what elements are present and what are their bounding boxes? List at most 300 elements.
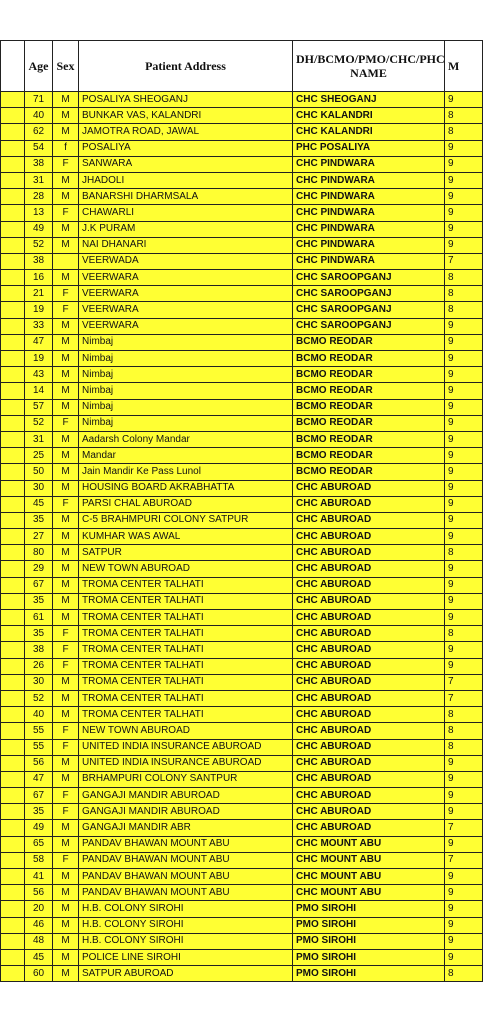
table-row: [1, 755, 483, 771]
sex-cell: M: [53, 448, 79, 464]
age-cell: 47: [25, 771, 53, 787]
sex-cell: M: [53, 771, 79, 787]
age-cell: 45: [25, 949, 53, 965]
sex-cell: F: [53, 302, 79, 318]
address-cell: CHAWARLI: [79, 205, 293, 221]
row-gutter-cell: [1, 852, 25, 868]
sex-cell: M: [53, 464, 79, 480]
address-cell: TROMA CENTER TALHATI: [79, 658, 293, 674]
age-cell: 65: [25, 836, 53, 852]
table-row: [1, 852, 483, 868]
address-cell: SATPUR: [79, 545, 293, 561]
sex-cell: M: [53, 512, 79, 528]
next-column-cell: 9: [445, 464, 483, 480]
hc-name-cell: CHC SAROOPGANJ: [293, 270, 445, 286]
age-cell: 35: [25, 512, 53, 528]
address-cell: JHADOLI: [79, 172, 293, 188]
address-cell: VEERWADA: [79, 253, 293, 269]
next-column-cell: 9: [445, 885, 483, 901]
sex-cell: M: [53, 610, 79, 626]
address-cell: Nimbaj: [79, 367, 293, 383]
sex-cell: M: [53, 966, 79, 982]
hc-name-cell: CHC ABUROAD: [293, 480, 445, 496]
sex-cell: M: [53, 237, 79, 253]
next-column-cell: 9: [445, 140, 483, 156]
address-cell: BRHAMPURI COLONY SANTPUR: [79, 771, 293, 787]
row-gutter-cell: [1, 723, 25, 739]
next-column-cell: 9: [445, 577, 483, 593]
age-cell: 60: [25, 966, 53, 982]
table-row: [1, 318, 483, 334]
address-cell: UNITED INDIA INSURANCE ABUROAD: [79, 755, 293, 771]
age-cell: 71: [25, 92, 53, 108]
next-column-cell: 9: [445, 869, 483, 885]
spreadsheet: [0, 40, 458, 982]
age-cell: 28: [25, 189, 53, 205]
address-cell: NAI DHANARI: [79, 237, 293, 253]
row-gutter-cell: [1, 480, 25, 496]
sex-cell: M: [53, 690, 79, 706]
sex-cell: F: [53, 205, 79, 221]
table-row: [1, 383, 483, 399]
age-cell: 19: [25, 351, 53, 367]
table-row: [1, 92, 483, 108]
sex-cell: M: [53, 577, 79, 593]
address-cell: VEERWARA: [79, 318, 293, 334]
hc-name-cell: PHC POSALIYA: [293, 140, 445, 156]
hc-name-cell: CHC PINDWARA: [293, 205, 445, 221]
age-cell: 19: [25, 302, 53, 318]
hc-name-cell: BCMO REODAR: [293, 431, 445, 447]
hc-name-cell: CHC PINDWARA: [293, 237, 445, 253]
row-gutter-cell: [1, 933, 25, 949]
hc-name-cell: CHC ABUROAD: [293, 674, 445, 690]
table-row: [1, 351, 483, 367]
table-row: [1, 561, 483, 577]
next-column-cell: 9: [445, 318, 483, 334]
hc-name-cell: CHC MOUNT ABU: [293, 836, 445, 852]
age-cell: 31: [25, 431, 53, 447]
hc-name-cell: CHC ABUROAD: [293, 561, 445, 577]
header-patient-address: Patient Address: [79, 41, 293, 92]
hc-name-cell: PMO SIROHI: [293, 933, 445, 949]
table-body: [1, 92, 483, 982]
age-cell: 56: [25, 755, 53, 771]
hc-name-cell: CHC PINDWARA: [293, 221, 445, 237]
next-column-cell: 9: [445, 92, 483, 108]
next-column-cell: 9: [445, 221, 483, 237]
age-cell: 35: [25, 804, 53, 820]
table-row: [1, 966, 483, 982]
sex-cell: M: [53, 901, 79, 917]
row-gutter-cell: [1, 464, 25, 480]
address-cell: PANDAV BHAWAN MOUNT ABU: [79, 885, 293, 901]
hc-name-cell: PMO SIROHI: [293, 949, 445, 965]
age-cell: 25: [25, 448, 53, 464]
age-cell: 38: [25, 253, 53, 269]
address-cell: Nimbaj: [79, 334, 293, 350]
next-column-cell: 9: [445, 189, 483, 205]
age-cell: 21: [25, 286, 53, 302]
row-gutter-cell: [1, 755, 25, 771]
address-cell: TROMA CENTER TALHATI: [79, 593, 293, 609]
table-row: [1, 577, 483, 593]
address-cell: Aadarsh Colony Mandar: [79, 431, 293, 447]
age-cell: 67: [25, 788, 53, 804]
row-gutter-cell: [1, 318, 25, 334]
row-gutter-cell: [1, 739, 25, 755]
next-column-cell: 8: [445, 966, 483, 982]
age-cell: 43: [25, 367, 53, 383]
hc-name-cell: BCMO REODAR: [293, 351, 445, 367]
sex-cell: F: [53, 642, 79, 658]
next-column-cell: 8: [445, 270, 483, 286]
next-column-cell: 8: [445, 723, 483, 739]
age-cell: 45: [25, 496, 53, 512]
sex-cell: M: [53, 221, 79, 237]
hc-name-cell: CHC ABUROAD: [293, 820, 445, 836]
next-column-cell: 7: [445, 690, 483, 706]
row-gutter-cell: [1, 221, 25, 237]
row-gutter-cell: [1, 820, 25, 836]
table-row: [1, 253, 483, 269]
row-gutter-cell: [1, 529, 25, 545]
sex-cell: M: [53, 124, 79, 140]
address-cell: PANDAV BHAWAN MOUNT ABU: [79, 836, 293, 852]
sex-cell: F: [53, 496, 79, 512]
hc-name-cell: BCMO REODAR: [293, 334, 445, 350]
table-row: [1, 949, 483, 965]
table-row: [1, 771, 483, 787]
address-cell: BANARSHI DHARMSALA: [79, 189, 293, 205]
row-gutter-cell: [1, 561, 25, 577]
row-gutter-cell: [1, 674, 25, 690]
table-row: [1, 237, 483, 253]
sex-cell: M: [53, 593, 79, 609]
row-gutter-cell: [1, 140, 25, 156]
hc-name-cell: PMO SIROHI: [293, 966, 445, 982]
age-cell: 62: [25, 124, 53, 140]
address-cell: NEW TOWN ABUROAD: [79, 561, 293, 577]
hc-name-cell: BCMO REODAR: [293, 448, 445, 464]
sex-cell: M: [53, 92, 79, 108]
address-cell: TROMA CENTER TALHATI: [79, 626, 293, 642]
address-cell: TROMA CENTER TALHATI: [79, 690, 293, 706]
next-column-cell: 7: [445, 820, 483, 836]
header-hc-name: DH/BCMO/PMO/CHC/PHC NAME: [293, 41, 445, 92]
next-column-cell: 9: [445, 755, 483, 771]
sex-cell: M: [53, 172, 79, 188]
next-column-cell: 9: [445, 415, 483, 431]
table-row: [1, 788, 483, 804]
sex-cell: M: [53, 836, 79, 852]
age-cell: 49: [25, 820, 53, 836]
table-row: [1, 189, 483, 205]
address-cell: JAMOTRA ROAD, JAWAL: [79, 124, 293, 140]
table-row: [1, 367, 483, 383]
row-gutter-cell: [1, 966, 25, 982]
table-row: [1, 286, 483, 302]
age-cell: 41: [25, 869, 53, 885]
age-cell: 38: [25, 642, 53, 658]
sex-cell: F: [53, 852, 79, 868]
row-gutter-cell: [1, 917, 25, 933]
address-cell: VEERWARA: [79, 286, 293, 302]
next-column-cell: 9: [445, 383, 483, 399]
address-cell: SATPUR ABUROAD: [79, 966, 293, 982]
age-cell: 35: [25, 626, 53, 642]
age-cell: 50: [25, 464, 53, 480]
row-gutter-cell: [1, 383, 25, 399]
sex-cell: F: [53, 788, 79, 804]
table-row: [1, 529, 483, 545]
hc-name-cell: CHC ABUROAD: [293, 771, 445, 787]
address-cell: NEW TOWN ABUROAD: [79, 723, 293, 739]
row-gutter-cell: [1, 399, 25, 415]
address-cell: H.B. COLONY SIROHI: [79, 933, 293, 949]
sex-cell: F: [53, 739, 79, 755]
age-cell: 31: [25, 172, 53, 188]
sex-cell: M: [53, 707, 79, 723]
table-row: [1, 610, 483, 626]
address-cell: GANGAJI MANDIR ABR: [79, 820, 293, 836]
next-column-cell: 9: [445, 431, 483, 447]
table-row: [1, 140, 483, 156]
address-cell: PARSI CHAL ABUROAD: [79, 496, 293, 512]
age-cell: 35: [25, 593, 53, 609]
row-gutter-cell: [1, 626, 25, 642]
table-row: [1, 723, 483, 739]
hc-name-cell: CHC ABUROAD: [293, 593, 445, 609]
sex-cell: F: [53, 723, 79, 739]
next-column-cell: 7: [445, 253, 483, 269]
age-cell: 61: [25, 610, 53, 626]
hc-name-cell: CHC ABUROAD: [293, 626, 445, 642]
next-column-cell: 9: [445, 788, 483, 804]
address-cell: TROMA CENTER TALHATI: [79, 707, 293, 723]
hc-name-cell: BCMO REODAR: [293, 464, 445, 480]
hc-name-cell: BCMO REODAR: [293, 367, 445, 383]
address-cell: C-5 BRAHMPURI COLONY SATPUR: [79, 512, 293, 528]
blank-area: [0, 987, 458, 1024]
hc-name-cell: CHC ABUROAD: [293, 658, 445, 674]
next-column-cell: 9: [445, 172, 483, 188]
age-cell: 56: [25, 885, 53, 901]
row-gutter-cell: [1, 253, 25, 269]
age-cell: 40: [25, 108, 53, 124]
sex-cell: M: [53, 545, 79, 561]
age-cell: 27: [25, 529, 53, 545]
age-cell: 52: [25, 415, 53, 431]
age-cell: 40: [25, 707, 53, 723]
sex-cell: M: [53, 885, 79, 901]
table-row: [1, 545, 483, 561]
next-column-cell: 9: [445, 448, 483, 464]
address-cell: GANGAJI MANDIR ABUROAD: [79, 804, 293, 820]
hc-name-cell: CHC ABUROAD: [293, 512, 445, 528]
hc-name-cell: BCMO REODAR: [293, 399, 445, 415]
address-cell: Nimbaj: [79, 383, 293, 399]
age-cell: 26: [25, 658, 53, 674]
address-cell: Jain Mandir Ke Pass Lunol: [79, 464, 293, 480]
header-row: [1, 41, 483, 92]
address-cell: POSALIYA SHEOGANJ: [79, 92, 293, 108]
row-gutter-cell: [1, 124, 25, 140]
hc-name-cell: CHC SHEOGANJ: [293, 92, 445, 108]
hc-name-cell: CHC ABUROAD: [293, 739, 445, 755]
hc-name-cell: CHC MOUNT ABU: [293, 869, 445, 885]
hc-name-cell: CHC PINDWARA: [293, 156, 445, 172]
row-gutter-cell: [1, 949, 25, 965]
row-gutter-cell: [1, 156, 25, 172]
address-cell: SANWARA: [79, 156, 293, 172]
sex-cell: M: [53, 480, 79, 496]
table-row: [1, 399, 483, 415]
next-column-cell: 9: [445, 949, 483, 965]
age-cell: 38: [25, 156, 53, 172]
next-column-cell: 9: [445, 917, 483, 933]
next-column-cell: 9: [445, 512, 483, 528]
row-gutter-cell: [1, 804, 25, 820]
address-cell: H.B. COLONY SIROHI: [79, 917, 293, 933]
age-cell: 57: [25, 399, 53, 415]
row-gutter-cell: [1, 869, 25, 885]
sex-cell: M: [53, 529, 79, 545]
hc-name-cell: CHC ABUROAD: [293, 642, 445, 658]
row-gutter-cell: [1, 172, 25, 188]
next-column-cell: 9: [445, 156, 483, 172]
address-cell: POLICE LINE SIROHI: [79, 949, 293, 965]
hc-name-cell: CHC ABUROAD: [293, 755, 445, 771]
hc-name-cell: CHC PINDWARA: [293, 253, 445, 269]
hc-name-cell: CHC SAROOPGANJ: [293, 318, 445, 334]
age-cell: 67: [25, 577, 53, 593]
next-column-cell: 9: [445, 933, 483, 949]
row-gutter-cell: [1, 593, 25, 609]
sex-cell: M: [53, 270, 79, 286]
sex-cell: F: [53, 804, 79, 820]
table-row: [1, 221, 483, 237]
age-cell: 33: [25, 318, 53, 334]
sex-cell: M: [53, 917, 79, 933]
table-row: [1, 415, 483, 431]
row-gutter-cell: [1, 237, 25, 253]
sex-cell: M: [53, 399, 79, 415]
table-row: [1, 658, 483, 674]
next-column-cell: 9: [445, 399, 483, 415]
address-cell: GANGAJI MANDIR ABUROAD: [79, 788, 293, 804]
table-row: [1, 270, 483, 286]
age-cell: 55: [25, 739, 53, 755]
table-row: [1, 917, 483, 933]
hc-name-cell: CHC KALANDRI: [293, 108, 445, 124]
hc-name-cell: CHC MOUNT ABU: [293, 852, 445, 868]
age-cell: 47: [25, 334, 53, 350]
next-column-cell: 8: [445, 286, 483, 302]
row-gutter-cell: [1, 512, 25, 528]
age-cell: 58: [25, 852, 53, 868]
table-row: [1, 674, 483, 690]
sex-cell: M: [53, 755, 79, 771]
address-cell: TROMA CENTER TALHATI: [79, 674, 293, 690]
hc-name-cell: CHC SAROOPGANJ: [293, 286, 445, 302]
header-age: Age: [25, 41, 53, 92]
sex-cell: F: [53, 415, 79, 431]
address-cell: TROMA CENTER TALHATI: [79, 577, 293, 593]
hc-name-cell: CHC ABUROAD: [293, 707, 445, 723]
next-column-cell: 9: [445, 205, 483, 221]
next-column-cell: 7: [445, 852, 483, 868]
row-gutter-cell: [1, 496, 25, 512]
address-cell: HOUSING BOARD AKRABHATTA: [79, 480, 293, 496]
table-row: [1, 512, 483, 528]
table-row: [1, 739, 483, 755]
table-row: [1, 707, 483, 723]
next-column-cell: 9: [445, 367, 483, 383]
sex-cell: M: [53, 108, 79, 124]
row-gutter-cell: [1, 431, 25, 447]
table-row: [1, 593, 483, 609]
row-gutter-cell: [1, 92, 25, 108]
hc-name-cell: PMO SIROHI: [293, 901, 445, 917]
sex-cell: M: [53, 949, 79, 965]
next-column-cell: 9: [445, 334, 483, 350]
next-column-cell: 9: [445, 480, 483, 496]
sex-cell: M: [53, 383, 79, 399]
next-column-cell: 9: [445, 351, 483, 367]
sex-cell: M: [53, 820, 79, 836]
table-row: [1, 302, 483, 318]
row-gutter-cell: [1, 334, 25, 350]
next-column-cell: 9: [445, 610, 483, 626]
next-column-cell: 9: [445, 237, 483, 253]
hc-name-cell: BCMO REODAR: [293, 415, 445, 431]
hc-name-cell: CHC ABUROAD: [293, 577, 445, 593]
address-cell: J.K PURAM: [79, 221, 293, 237]
next-column-cell: 9: [445, 804, 483, 820]
sex-cell: F: [53, 286, 79, 302]
address-cell: POSALIYA: [79, 140, 293, 156]
next-column-cell: 8: [445, 302, 483, 318]
row-gutter-cell: [1, 367, 25, 383]
row-gutter-cell: [1, 189, 25, 205]
row-gutter-cell: [1, 415, 25, 431]
age-cell: 46: [25, 917, 53, 933]
header-next-column: M: [445, 41, 483, 92]
sex-cell: F: [53, 626, 79, 642]
row-gutter-cell: [1, 351, 25, 367]
next-column-cell: 8: [445, 739, 483, 755]
sex-cell: F: [53, 156, 79, 172]
age-cell: 14: [25, 383, 53, 399]
next-column-cell: 9: [445, 658, 483, 674]
sex-cell: [53, 253, 79, 269]
table-row: [1, 108, 483, 124]
row-gutter-cell: [1, 302, 25, 318]
table-row: [1, 448, 483, 464]
table-row: [1, 205, 483, 221]
next-column-cell: 9: [445, 496, 483, 512]
row-gutter-cell: [1, 658, 25, 674]
age-cell: 30: [25, 674, 53, 690]
address-cell: UNITED INDIA INSURANCE ABUROAD: [79, 739, 293, 755]
hc-name-cell: CHC KALANDRI: [293, 124, 445, 140]
next-column-cell: 8: [445, 626, 483, 642]
address-cell: TROMA CENTER TALHATI: [79, 610, 293, 626]
age-cell: 29: [25, 561, 53, 577]
hc-name-cell: PMO SIROHI: [293, 917, 445, 933]
age-cell: 16: [25, 270, 53, 286]
